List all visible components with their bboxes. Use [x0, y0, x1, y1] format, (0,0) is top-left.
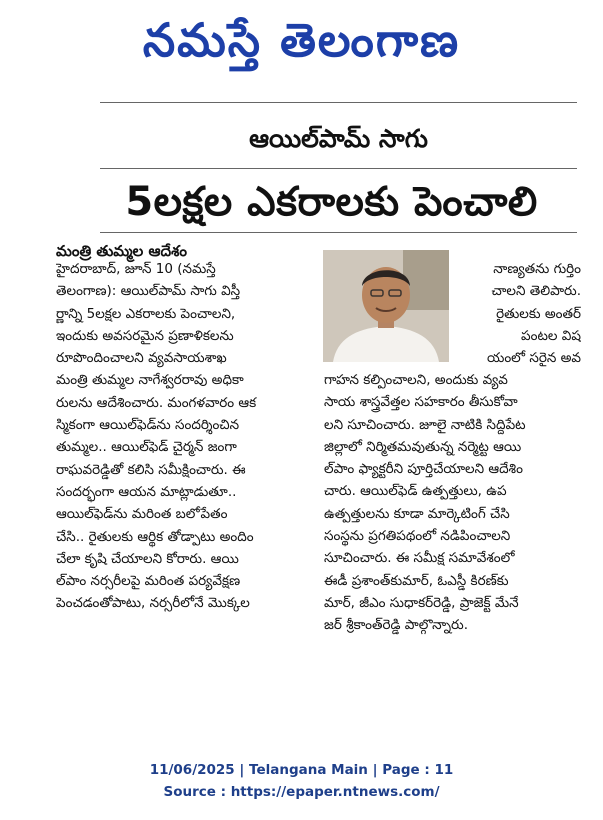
article-column-1 — [56, 258, 309, 615]
text-line: ఆయిల్‌ఫెడ్‌ను మరింత బలోపేతం — [56, 506, 228, 523]
footer-date-page: 11/06/2025 | Telangana Main | Page : 11 — [149, 762, 454, 778]
divider — [100, 168, 577, 169]
text-line: నాణ్యతను గుర్తిం — [493, 261, 581, 277]
footer-source: Source : https://epaper.ntnews.com/ — [163, 784, 440, 800]
text-line: స్మికంగా ఆయిల్‌ఫెడ్‌ను సందర్శించిన — [56, 417, 240, 434]
text-line: ల్‌పాం నర్సరీలపై మరింత పర్యవేక్షణ — [56, 573, 241, 590]
text-line: మంత్రి తుమ్మల నాగేశ్వరరావు అధికా — [56, 372, 244, 389]
text-line: ర్ణాన్ని 5లక్షల ఎకరాలకు పెంచాలని, — [56, 305, 236, 322]
text-line: ల్‌పాం ఫ్యాక్టరీని పూర్తిచేయాలని ఆదేశిం — [324, 461, 523, 478]
text-line: చేలా కృషి చేయాలని కోరారు. ఆయి — [56, 550, 239, 567]
text-line: సందర్భంగా ఆయన మాట్లాడుతూ.. — [56, 483, 237, 500]
text-line: సూచించారు. ఈ సమీక్ష సమావేశంలో — [324, 550, 515, 567]
article-column-2 — [324, 369, 581, 637]
divider — [100, 232, 577, 233]
text-line: తెలంగాణ): ఆయిల్‌పామ్ సాగు విస్తీ — [56, 283, 241, 300]
headline: 5లక్షల ఎకరాలకు పెంచాలి — [125, 179, 538, 225]
text-line: ఈడీ ప్రశాంత్‌కుమార్, ఓఎస్డీ కిరణ్‌కు — [324, 572, 509, 589]
text-line: యంలో సరైన అవ — [486, 350, 581, 367]
text-line: మార్, జీఎం సుధాకర్‌రెడ్డి, ప్రాజెక్ట్ మేనే — [324, 594, 519, 611]
masthead-logo: నమస్తే తెలంగాణ — [142, 13, 461, 67]
minister-photo — [323, 250, 449, 362]
text-line: రులను ఆదేశించారు. మంగళవారం ఆక — [56, 394, 257, 411]
text-line: సాయ శాస్త్రవేత్తల సహకారం తీసుకోవా — [324, 394, 518, 411]
text-line: చారు. ఆయిల్‌ఫెడ్ ఉత్పత్తులు, ఉప — [324, 483, 507, 500]
text-line: జిల్లాలో నిర్మితమవుతున్న నర్మెట్ట ఆయి — [324, 438, 522, 455]
text-line: ఇందుకు అవసరమైన ప్రణాళికలను — [56, 327, 234, 344]
text-line: గాహన కల్పించాలని, అందుకు వ్యవ — [324, 372, 508, 388]
text-line: హైదరాబాద్, జూన్ 10 (నమస్తే — [56, 261, 216, 277]
text-line: పంటల విష — [521, 327, 581, 344]
text-line: రైతులకు అంతర్ — [496, 305, 581, 322]
text-line: చేసి.. రైతులకు ఆర్థిక తోడ్పాటు అందిం — [56, 528, 254, 545]
article-column-2-top — [459, 258, 581, 369]
text-line: సంస్థను ప్రగతిపథంలో నడిపించాలని — [324, 528, 511, 545]
text-line: పెంచడంతోపాటు, నర్సరీలోనే మొక్కల — [56, 595, 250, 612]
text-line: లని సూచించారు. జూలై నాటికి సిద్దిపేట — [324, 416, 526, 433]
kicker: ఆయిల్‌పామ్ సాగు — [249, 124, 428, 153]
text-line: చాలని తెలిపారు. — [491, 283, 581, 300]
text-line: రూపొందించాలని వ్యవసాయశాఖ — [56, 350, 227, 367]
text-line: జర్ శ్రీకాంత్‌రెడ్డి పాల్గొన్నారు. — [324, 617, 468, 634]
text-line: ఉత్పత్తులను కూడా మార్కెటింగ్ చేసి — [324, 505, 510, 522]
divider — [100, 102, 577, 103]
byline: మంత్రి తుమ్మల ఆదేశం — [56, 242, 187, 260]
text-line: తుమ్మల.. ఆయిల్‌ఫెడ్ చైర్మన్ జంగా — [56, 439, 237, 456]
text-line: రాఘవరెడ్డితో కలిసి సమీక్షించారు. ఈ — [56, 461, 246, 478]
